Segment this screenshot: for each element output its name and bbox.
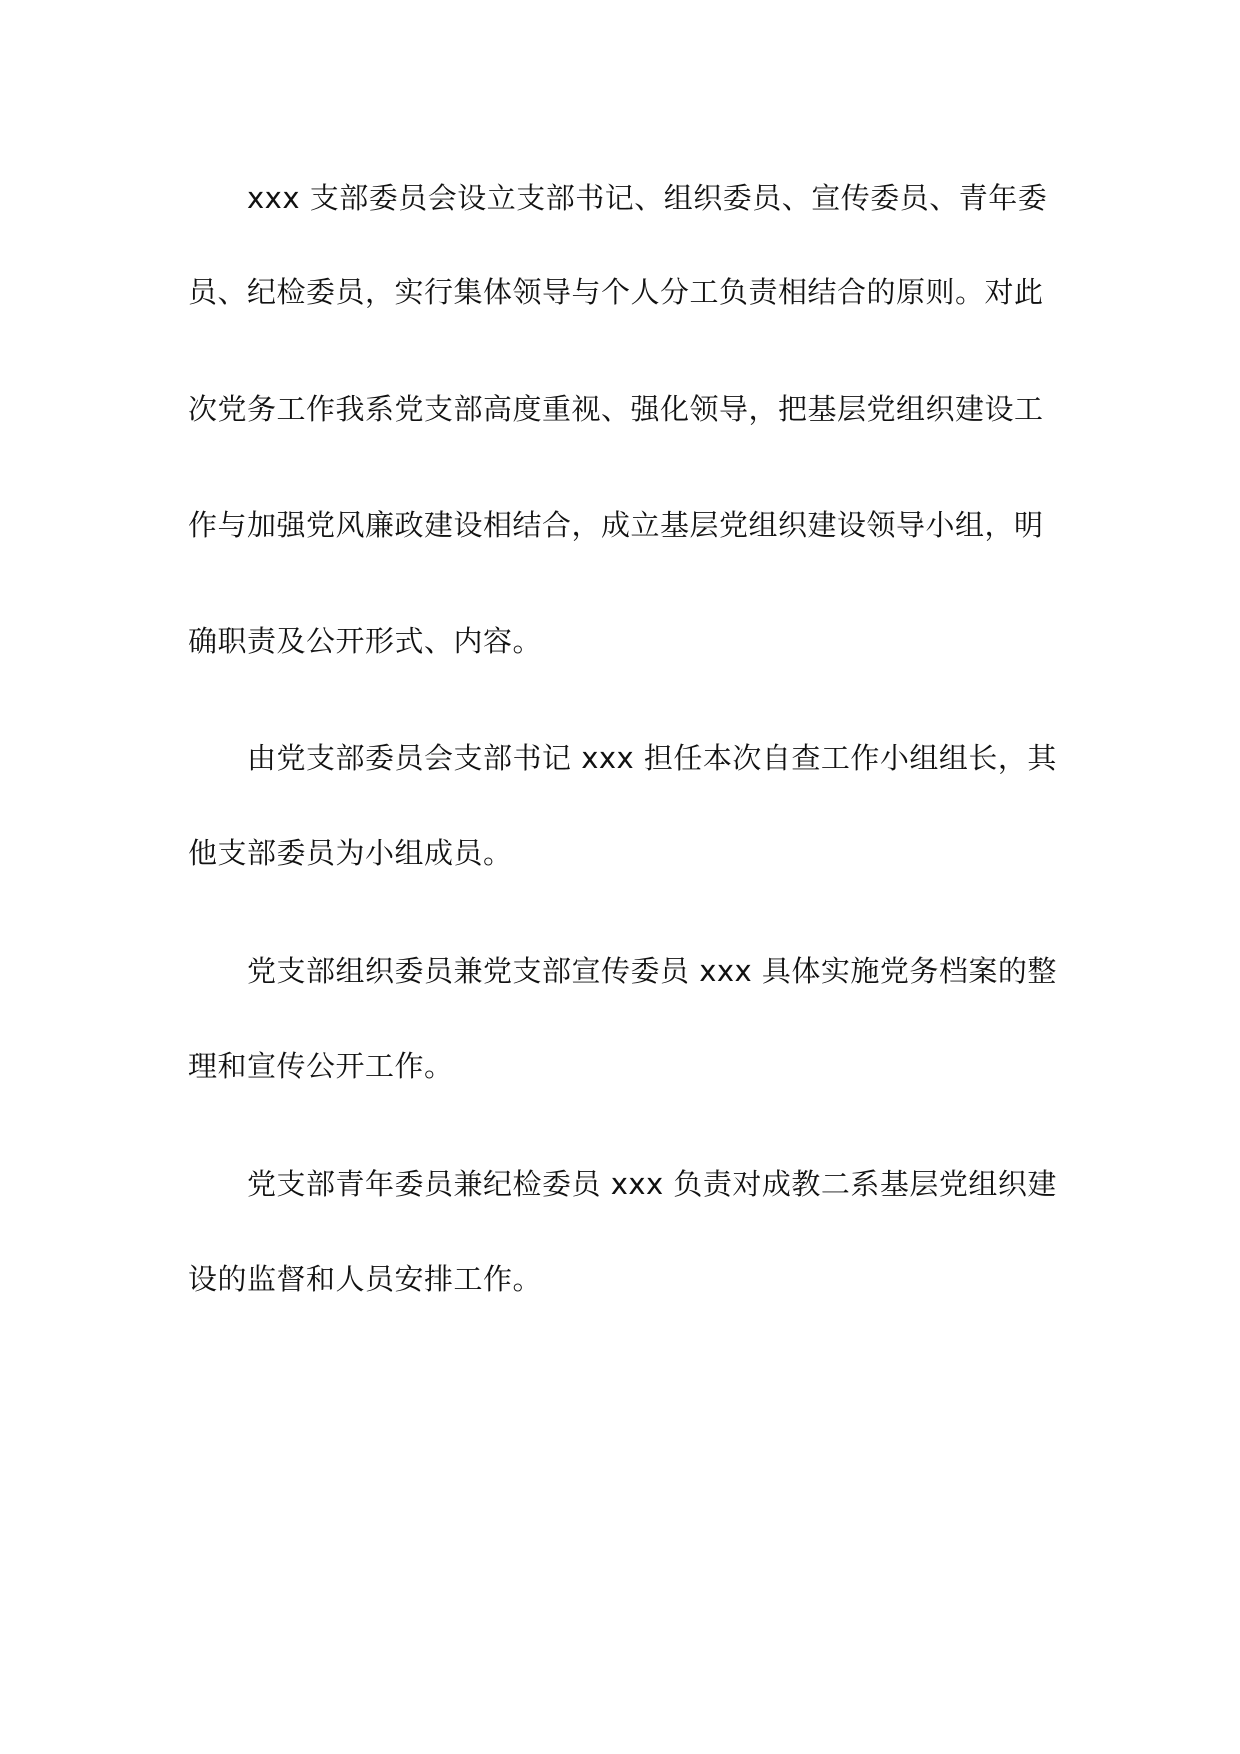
paragraph-line: 设的监督和人员安排工作。: [188, 1262, 543, 1296]
paragraph-line: 党支部青年委员兼纪检委员 xxx 负责对成教二系基层党组织建: [247, 1167, 1057, 1201]
paragraph-line: 由党支部委员会支部书记 xxx 担任本次自查工作小组组长，其: [247, 741, 1057, 775]
paragraph-line: 理和宣传公开工作。: [188, 1049, 454, 1083]
paragraph-line: 党支部组织委员兼党支部宣传委员 xxx 具体实施党务档案的整: [247, 954, 1057, 988]
paragraph-line: 作与加强党风廉政建设相结合，成立基层党组织建设领导小组，明: [188, 508, 1044, 542]
paragraph-line: 员、纪检委员，实行集体领导与个人分工负责相结合的原则。对此: [188, 275, 1044, 309]
paragraph-line: 他支部委员为小组成员。: [188, 836, 513, 870]
paragraph-line: 次党务工作我系党支部高度重视、强化领导，把基层党组织建设工: [188, 392, 1044, 426]
paragraph-line: xxx 支部委员会设立支部书记、组织委员、宣传委员、青年委: [247, 181, 1048, 215]
paragraph-line: 确职责及公开形式、内容。: [188, 624, 543, 658]
